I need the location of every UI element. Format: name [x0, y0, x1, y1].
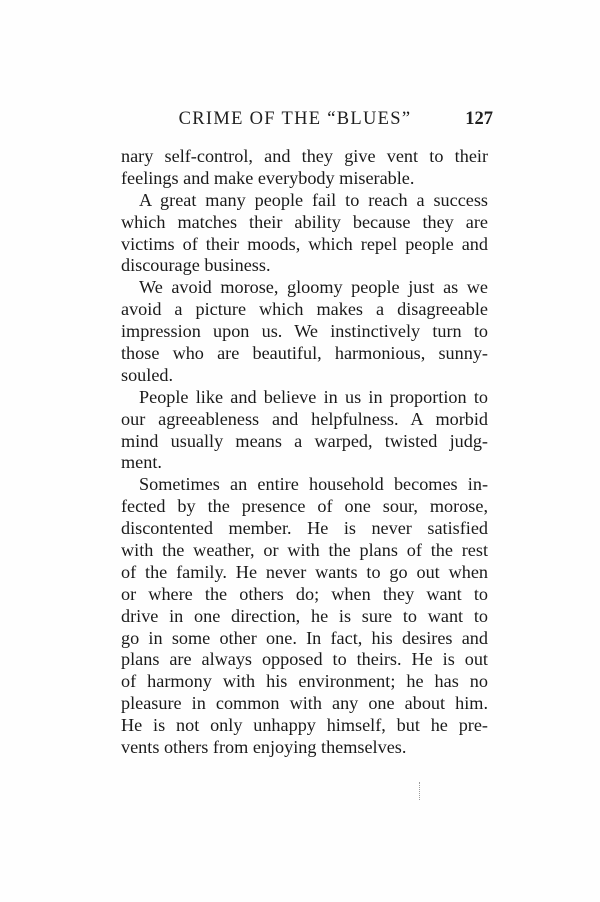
text-line: mind usually means a warped, twisted judg-: [121, 430, 488, 451]
text-line: impression upon us. We instinctively turn to: [121, 321, 488, 342]
text-line: avoid a picture which makes a disagreeable: [121, 299, 488, 320]
text-line: our agreeableness and helpfulness. A morbid: [121, 408, 488, 429]
text-line: those who are beautiful, harmonious, sunny-: [121, 343, 488, 364]
body-text: [121, 146, 488, 759]
text-line: or where the others do; when they want to: [121, 583, 488, 604]
text-line: A great many people fail to reach a success: [139, 189, 488, 210]
text-line: feelings and make everybody miserable.: [121, 167, 415, 188]
text-line: People like and believe in us in proportion to: [139, 386, 488, 407]
text-line: pleasure in common with any one about him.: [121, 693, 488, 714]
text-line: He is not only unhappy himself, but he pre-: [121, 715, 488, 736]
scan-artifact: [419, 782, 422, 800]
text-line: Sometimes an entire household becomes in-: [139, 474, 488, 495]
chapter-title: CRIME OF THE “BLUES”: [178, 109, 412, 129]
text-line: of the family. He never wants to go out when: [121, 561, 488, 582]
text-line: victims of their moods, which repel people and: [121, 233, 488, 254]
text-line: ment.: [121, 452, 162, 473]
text-line: which matches their ability because they are: [121, 211, 488, 232]
text-line: discourage business.: [121, 255, 271, 276]
text-line: vents others from enjoying themselves.: [121, 737, 407, 758]
text-line: souled.: [121, 364, 174, 385]
text-line: We avoid morose, gloomy people just as we: [139, 277, 488, 298]
text-line: fected by the presence of one sour, morose,: [121, 496, 488, 517]
text-line: with the weather, or with the plans of the rest: [121, 540, 488, 561]
text-line: of harmony with his environment; he has no: [121, 671, 488, 692]
running-head: [121, 109, 493, 135]
text-line: plans are always opposed to theirs. He is out: [121, 649, 488, 670]
text-line: drive in one direction, he is sure to want to: [121, 605, 488, 626]
text-line: discontented member. He is never satisfied: [121, 518, 488, 539]
text-line: nary self-control, and they give vent to their: [121, 146, 488, 166]
page-number: 127: [465, 109, 493, 129]
text-line: go in some other one. In fact, his desires and: [121, 627, 488, 648]
